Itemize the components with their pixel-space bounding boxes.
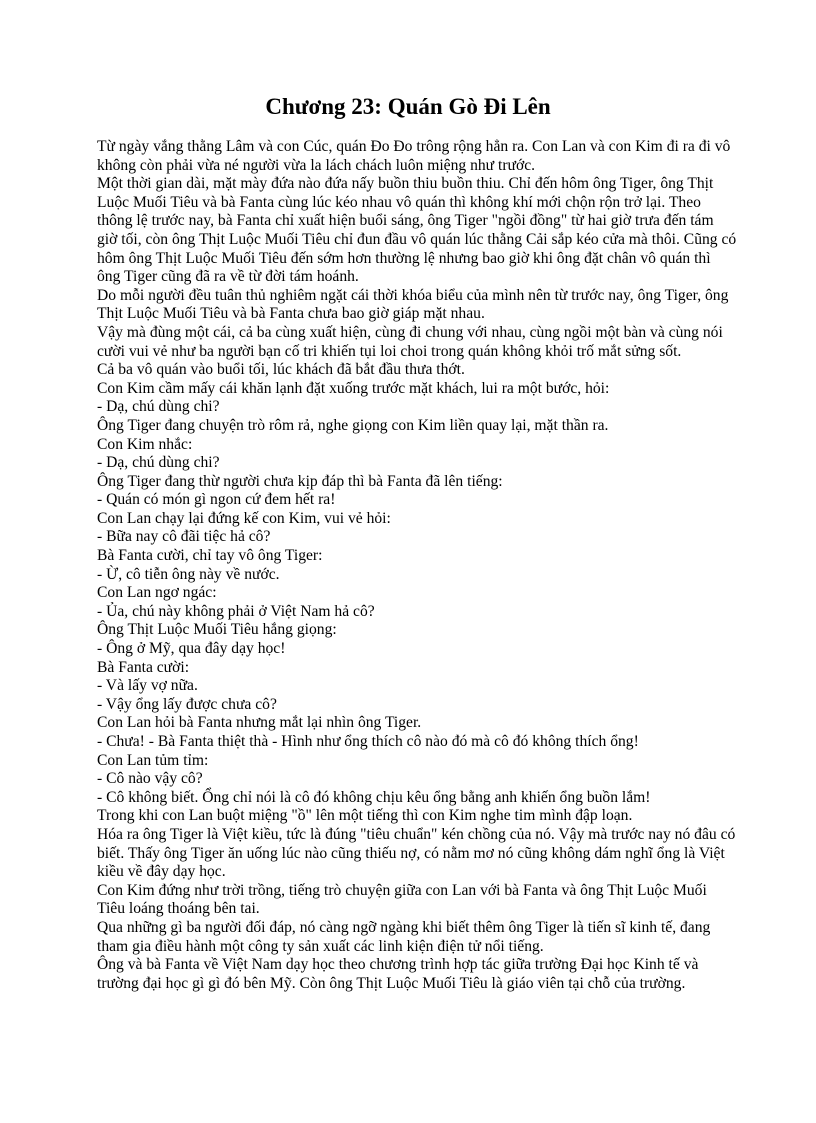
paragraph: Con Lan hỏi bà Fanta nhưng mắt lại nhìn ông Tiger. [97,714,422,732]
paragraph: Qua những gì ba người đối đáp, nó càng ngỡ ngàng khi biết thêm ông Tiger là tiến sĩ kinh tế, đang tham gia điều hành một công ty sản xuất các linh kiện điện tử nổi tiếng. [97,918,711,955]
dialogue-line: - Quán có món gì ngon cứ đem hết ra! [97,491,336,509]
dialogue-line: - Bữa nay cô đãi tiệc hả cô? [97,528,271,546]
paragraph: Con Kim đứng như trời trồng, tiếng trò chuyện giữa con Lan với bà Fanta và ông Thịt Luộc Muối Tiêu loáng thoáng bên tai. [97,881,707,918]
paragraph: Do mỗi người đều tuân thủ nghiêm ngặt cái thời khóa biểu của mình nên từ trước nay, ông Tiger, ông Thịt Luộc Muối Tiêu và bà Fanta chưa bao giờ giáp mặt nhau. [97,286,729,323]
paragraph: Con Lan tủm tỉm: [97,751,209,769]
paragraph: Từ ngày vắng thằng Lâm và con Cúc, quán Đo Đo trông rộng hẳn ra. Con Lan và con Kim đi ra đi vô không còn phải vừa né người vừa la lách chách luôn miệng như trước. [97,138,731,174]
paragraph: Bà Fanta cười: [97,658,190,676]
paragraph: Hóa ra ông Tiger là Việt kiều, tức là đúng "tiêu chuẩn" kén chồng của nó. Vậy mà trước nay nó đâu có biết. Thấy ông Tiger ăn uống lúc nào cũng thiếu nợ, có nằm mơ nó cũng không dám nghĩ ổng là Việt kiều về đây dạy học. [97,825,736,881]
paragraph: Ông Thịt Luộc Muối Tiêu hắng giọng: [97,621,337,639]
paragraph: Một thời gian dài, mặt mày đứa nào đứa nấy buồn thiu buồn thiu. Chỉ đến hôm ông Tiger, ông Thịt Luộc Muối Tiêu và bà Fanta cùng lúc kéo nhau vô quán thì không khí mới chộn rộn trở lại. Theo thông lệ trước nay, bà Fanta chỉ xuất hiện buổi sáng, ông Tiger "ngồi đồng" từ hai giờ trưa đến tám giờ tối, còn ông Thịt Luộc Muối Tiêu chỉ đun đầu vô quán lúc thằng Cải sắp kéo cửa mà thôi. Cũng có hôm ông Thịt Luộc Muối Tiêu đến sớm hơn thường lệ nhưng bao giờ khi ông đặt chân vô quán thì ông Tiger cũng đã ra về từ đời tám hoánh. [97,175,737,286]
paragraph: Trong khi con Lan buột miệng "ồ" lên một tiếng thì con Kim nghe tim mình đập loạn. [97,807,633,825]
paragraph: Con Lan chạy lại đứng kế con Kim, vui vẻ hỏi: [97,509,391,527]
dialogue-line: - Ông ở Mỹ, qua đây dạy học! [97,640,286,658]
paragraph: Ông Tiger đang chuyện trò rôm rả, nghe giọng con Kim liền quay lại, mặt thần ra. [97,416,609,434]
paragraph: Ông và bà Fanta về Việt Nam dạy học theo chương trình hợp tác giữa trường Đại học Kinh tế và trường đại học gì gì đó bên Mỹ. Còn ông Thịt Luộc Muối Tiêu là giáo viên tại chỗ của trường. [97,956,699,992]
paragraph: Cả ba vô quán vào buổi tối, lúc khách đã bắt đầu thưa thớt. [97,361,465,379]
dialogue-line: - Ừ, cô tiễn ông này về nước. [97,565,280,583]
dialogue-line: - Chưa! - Bà Fanta thiệt thà - Hình như ổng thích cô nào đó mà cô đó không thích ổng! [97,733,639,750]
dialogue-line: - Ủa, chú này không phải ở Việt Nam hả cô? [97,602,375,620]
dialogue-line: - Cô nào vậy cô? [97,770,203,788]
dialogue-line: - Vậy ổng lấy được chưa cô? [97,695,277,713]
paragraph: Con Kim cầm mấy cái khăn lạnh đặt xuống trước mặt khách, lui ra một bước, hỏi: [97,379,610,397]
dialogue-line: - Cô không biết. Ổng chỉ nói là cô đó không chịu kêu ổng bằng anh khiến ổng buồn lắm! [97,788,651,806]
paragraph: Ông Tiger đang thừ người chưa kịp đáp thì bà Fanta đã lên tiếng: [97,472,503,490]
paragraph: Bà Fanta cười, chỉ tay vô ông Tiger: [97,547,323,565]
paragraph: Vậy mà đùng một cái, cả ba cùng xuất hiện, cùng đi chung với nhau, cùng ngồi một bàn và cùng nói cười vui vẻ như ba người bạn cố tri khiến tụi loi choi trong quán không khỏi trố mắt sửng sốt. [97,323,723,360]
paragraph: Con Lan ngơ ngác: [97,584,217,602]
paragraph: Con Kim nhắc: [97,435,193,453]
dialogue-line: - Và lấy vợ nữa. [97,677,198,695]
dialogue-line: - Dạ, chú dùng chi? [97,398,220,416]
chapter-body [97,138,737,993]
chapter-title: Chương 23: Quán Gò Đi Lên [265,94,551,119]
dialogue-line: - Dạ, chú dùng chi? [97,454,220,472]
